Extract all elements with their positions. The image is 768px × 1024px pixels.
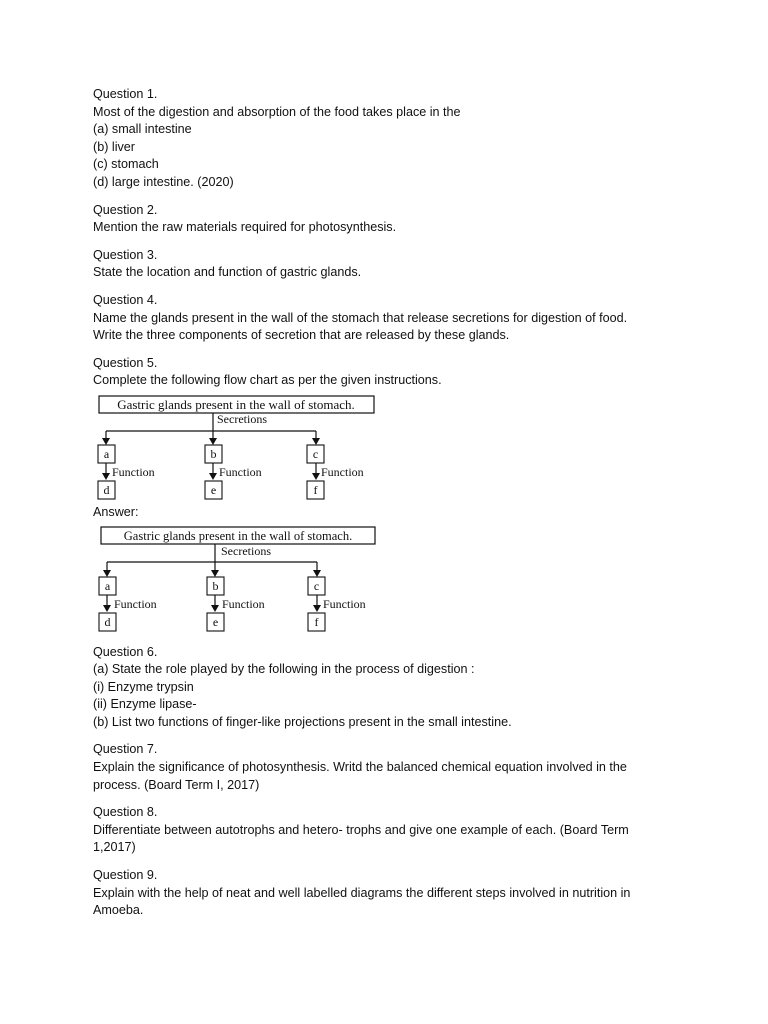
question-heading: Question 5. [93, 355, 158, 370]
arrow-head-icon [103, 570, 111, 577]
box-d-label: d [103, 482, 110, 497]
branch-label: Secretions [221, 543, 271, 558]
option-a: (a) small intestine [93, 122, 192, 137]
question-text: (a) State the role played by the following in the process of digestion : [93, 662, 475, 677]
arrow-head-icon [209, 438, 217, 445]
question-text: 1,2017) [93, 840, 136, 855]
box-e-label: e [210, 482, 217, 497]
box-d-label: d [104, 614, 111, 629]
option-d: (d) large intestine. (2020) [93, 174, 234, 189]
function-label: Function [114, 596, 157, 611]
flowchart-answer [93, 524, 393, 636]
box-e-label: e [212, 614, 219, 629]
arrow-head-icon [313, 570, 321, 577]
question-1 [93, 86, 693, 192]
question-heading: Question 4. [93, 292, 158, 307]
worksheet-page [93, 86, 693, 930]
box-c-label: c [313, 578, 320, 593]
question-heading: Question 8. [93, 805, 158, 820]
arrow-head-icon [312, 473, 320, 480]
question-5 [93, 355, 693, 636]
arrow-head-icon [211, 605, 219, 612]
option-b: (b) liver [93, 139, 135, 154]
box-a-label: a [104, 578, 111, 593]
box-f-label: f [313, 482, 318, 497]
box-b-label: b [212, 578, 219, 593]
question-text: (i) Enzyme trypsin [93, 679, 194, 694]
function-label: Function [323, 596, 366, 611]
question-text: Amoeba. [93, 903, 144, 918]
question-text: Most of the digestion and absorption of the food takes place in the [93, 104, 461, 119]
arrow-head-icon [211, 570, 219, 577]
arrow-head-icon [312, 438, 320, 445]
question-text: State the location and function of gastric glands. [93, 265, 362, 280]
question-heading: Question 2. [93, 202, 158, 217]
question-text: (ii) Enzyme lipase- [93, 697, 197, 712]
question-6 [93, 644, 693, 732]
question-text: Explain the significance of photosynthesis. Writd the balanced chemical equation involved in the [93, 760, 627, 775]
question-text: Name the glands present in the wall of the stomach that release secretions for digestion of food. [93, 310, 628, 325]
question-text: (b) List two functions of finger-like projections present in the small intestine. [93, 714, 512, 729]
question-2 [93, 202, 693, 237]
flowchart-title: Gastric glands present in the wall of stomach. [117, 396, 355, 412]
question-7 [93, 741, 693, 794]
function-label: Function [222, 596, 265, 611]
question-heading: Question 1. [93, 87, 158, 101]
question-9 [93, 867, 693, 920]
question-text: Differentiate between autotrophs and hetero- trophs and give one example of each. (Board Term [93, 822, 629, 837]
question-heading: Question 3. [93, 247, 158, 262]
flowchart-question [93, 392, 393, 504]
arrow-head-icon [102, 473, 110, 480]
function-label: Function [219, 464, 262, 479]
function-label: Function [321, 464, 364, 479]
box-b-label: b [210, 446, 217, 461]
question-text: Complete the following flow chart as per the given instructions. [93, 373, 442, 388]
branch-label: Secretions [217, 411, 267, 426]
box-a-label: a [103, 446, 110, 461]
question-heading: Question 9. [93, 868, 158, 883]
question-3 [93, 247, 693, 282]
answer-label: Answer: [93, 504, 139, 519]
arrow-head-icon [102, 438, 110, 445]
function-label: Function [112, 464, 155, 479]
question-text: Explain with the help of neat and well labelled diagrams the different steps involved in nutrition in [93, 885, 631, 900]
box-c-label: c [312, 446, 319, 461]
arrow-head-icon [313, 605, 321, 612]
question-text: Write the three components of secretion that are released by these glands. [93, 328, 510, 343]
arrow-head-icon [209, 473, 217, 480]
question-text: Mention the raw materials required for photosynthesis. [93, 220, 397, 235]
question-heading: Question 7. [93, 742, 158, 757]
question-4 [93, 292, 693, 345]
question-text: process. (Board Term I, 2017) [93, 777, 260, 792]
option-c: (c) stomach [93, 157, 159, 172]
question-heading: Question 6. [93, 644, 158, 659]
arrow-head-icon [103, 605, 111, 612]
question-8 [93, 804, 693, 857]
flowchart-title: Gastric glands present in the wall of stomach. [123, 528, 353, 543]
box-f-label: f [314, 614, 319, 629]
